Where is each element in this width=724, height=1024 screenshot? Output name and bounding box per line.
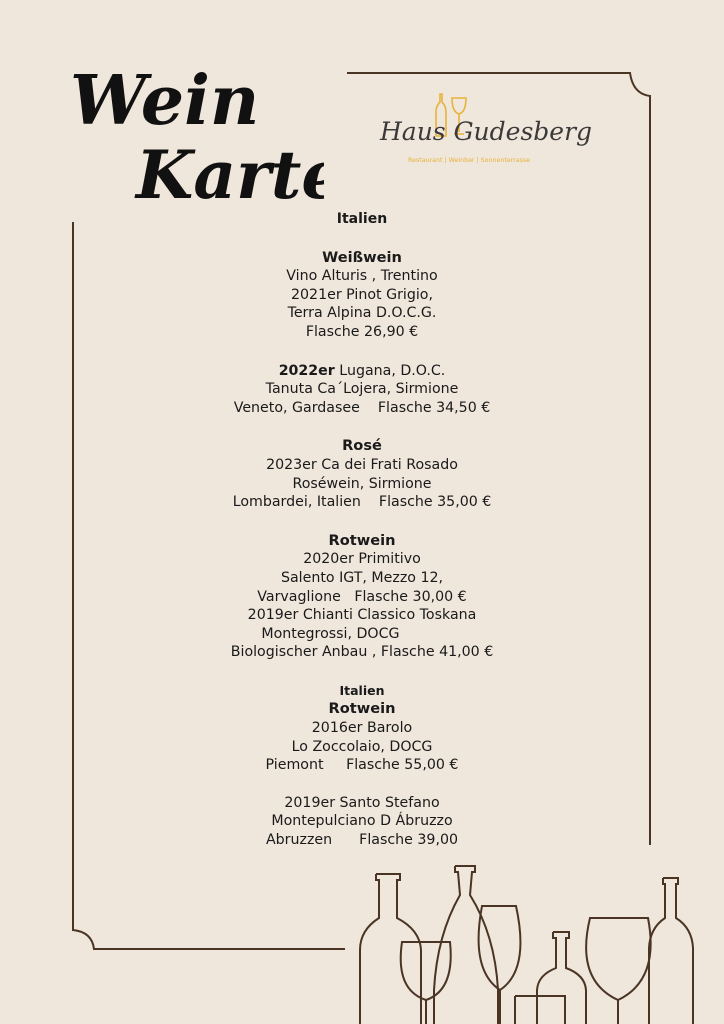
wine-line: Terra Alpina D.O.C.G.: [287, 305, 437, 322]
wine-price-line: Varvaglione Flasche 30,00 €: [257, 588, 467, 605]
wine-line: Lo Zoccolaio, DOCG: [291, 738, 433, 755]
wine-glass-icon: [401, 942, 451, 1024]
country-heading: Italien: [336, 211, 388, 227]
section-heading-red-2: Rotwein: [328, 700, 396, 718]
title-line2: Karte: [136, 136, 324, 214]
title-script-art: [64, 56, 324, 216]
wine-glass-icon: [586, 918, 651, 1024]
wine-name: Lugana, D.O.C.: [334, 362, 446, 379]
wine-glass-icon: [479, 906, 521, 1024]
wine-price-line: Veneto, Gardasee Flasche 34,50 €: [233, 399, 491, 416]
wine-line: 2016er Barolo: [311, 720, 413, 737]
wine-price-line: Biologischer Anbau , Flasche 41,00 €: [230, 644, 494, 661]
wine-line: Salento IGT, Mezzo 12,: [280, 569, 444, 586]
wine-line: 2021er Pinot Grigio,: [290, 286, 433, 303]
wine-line: Montegrossi, DOCG: [261, 625, 463, 642]
wine-price-line: Lombardei, Italien Flasche 35,00 €: [232, 494, 492, 511]
crate-shape: [515, 996, 565, 1024]
wine-line-lugana: [212, 362, 512, 381]
title-line1: Wein: [70, 61, 260, 141]
wine-line: Vino Alturis , Trentino: [286, 268, 438, 285]
wine-line: Tanuta Ca´Lojera, Sirmione: [265, 381, 459, 398]
brand-logo-art: [376, 88, 612, 174]
wine-year: 2022er: [278, 362, 335, 379]
section-heading-rose: Rosé: [342, 437, 382, 455]
wine-line: 2019er Santo Stefano: [284, 794, 440, 811]
wine-line: Roséwein, Sirmione: [292, 475, 432, 492]
wine-price-line: Piemont Flasche 55,00 €: [265, 757, 459, 774]
bottle-icon: [537, 932, 586, 1024]
wine-line: Montepulciano D Ábruzzo: [271, 813, 453, 830]
bottle-icon: [649, 878, 693, 1024]
section-heading-red: Rotwein: [328, 531, 396, 549]
bottle-icon: [434, 866, 498, 1024]
wine-price-line: Abruzzen Flasche 39,00: [265, 832, 459, 849]
bottle-icon: [360, 874, 421, 1024]
country-heading-second: Italien: [339, 682, 385, 698]
wine-price-line: Flasche 26,90 €: [305, 323, 419, 340]
brand-tagline: Restaurant | Weinbar | Sonnenterrasse: [408, 157, 531, 164]
section-heading-white: Weißwein: [322, 248, 402, 266]
brand-name: Haus Gudesberg: [380, 117, 593, 146]
wein-karte-title: [64, 56, 324, 216]
brand-logo: [376, 88, 612, 174]
wine-line: 2020er Primitivo: [303, 551, 421, 568]
wine-line: 2019er Chianti Classico Toskana: [247, 607, 477, 624]
wine-list: [212, 210, 512, 850]
wine-line: 2023er Ca dei Frati Rosado: [266, 456, 458, 473]
